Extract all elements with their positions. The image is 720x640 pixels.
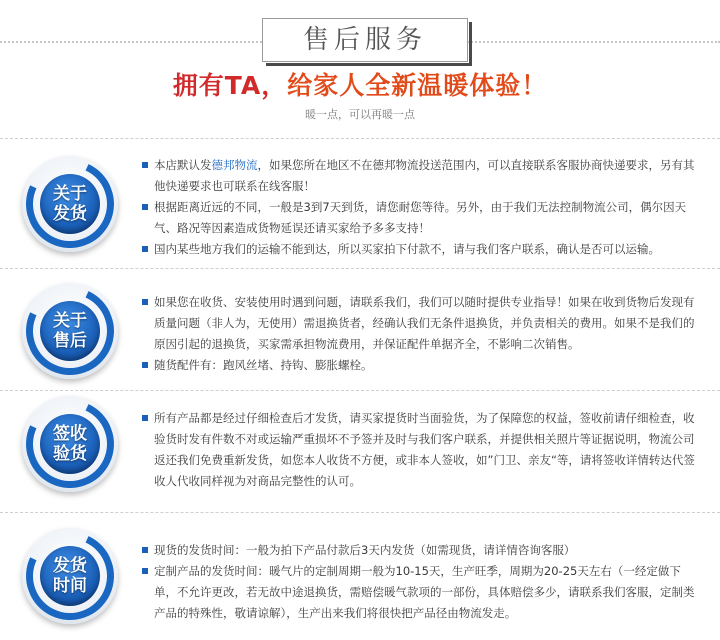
header-title-box — [262, 18, 468, 66]
badge-line2: 售后 — [53, 331, 87, 351]
list-item: 随货配件有：跑风丝堵、持钩、膨胀螺栓。 — [142, 355, 698, 376]
list-item: 根据距离近远的不同，一般是3到7天到货，请您耐您等待。另外，由于我们无法控制物流公司，偶尔因天气、路况等因素造成货物延误还请买家给予多多支持！ — [142, 197, 698, 239]
badge-delivery-time — [22, 528, 118, 624]
bullet-icon — [142, 362, 148, 368]
section-inspection-items — [142, 408, 698, 492]
badge-line1: 关于 — [53, 311, 87, 331]
badge-after-sales — [22, 283, 118, 379]
slogan-part1: 拥有TA， — [172, 71, 288, 100]
page-title: 售后服务 — [302, 25, 427, 55]
badge-line2: 发货 — [53, 204, 87, 224]
bullet-icon — [142, 547, 148, 553]
bullet-icon — [142, 204, 148, 210]
badge-shipping — [22, 156, 118, 252]
list-item: 本店默认发德邦物流，如果您所在地区不在德邦物流投送范围内，可以直接联系客服协商快递要求，另有其他快递要求也可联系在线客服！ — [142, 155, 698, 197]
slogan — [0, 66, 720, 102]
section-divider — [0, 268, 720, 269]
header-divider-left — [0, 41, 262, 43]
section-shipping-items — [142, 155, 698, 260]
list-item: 所有产品都是经过仔细检查后才发货，请买家提货时当面验货，为了保障您的权益，签收前请仔细检查，收验货时发有件数不对或运输严重损坏不予签并及时与我们客户联系，并提供相关照片等证据说明，物流公司返还我们免费重新发货，如您本人收货不方便，或非本人签收，如”门卫、亲友“等，请将签收详情转达代签收人代收同样视为对商品完整性的认可。 — [142, 408, 698, 492]
list-item: 国内某些地方我们的运输不能到达，所以买家拍下付款不，请与我们客户联系，确认是否可以运输。 — [142, 239, 698, 260]
slogan-part2: 给家人全新温暖体验！ — [287, 71, 548, 100]
list-item: 定制产品的发货时间：暖气片的定制周期一般为10-15天，生产旺季，周期为20-25天左右（一经定做下单，不允许更改，若无故中途退换货，需赔偿暖气款项的一部份，具体赔偿多少，请联系我们客服，定制类产品的特殊性，敬请谅解），生产出来我们将很快把产品径由物流发走。 — [142, 561, 698, 624]
header-divider-right — [468, 41, 720, 43]
badge-line1: 关于 — [53, 184, 87, 204]
badge-inspection — [22, 396, 118, 492]
badge-line2: 时间 — [53, 576, 87, 596]
subslogan: 暖一点，可以再暖一点 — [305, 108, 415, 121]
section-divider — [0, 138, 720, 139]
bullet-icon — [142, 162, 148, 168]
bullet-icon — [142, 246, 148, 252]
bullet-icon — [142, 299, 148, 305]
list-item: 现货的发货时间：一般为拍下产品付款后3天内发货（如需现货，请详情咨询客服） — [142, 540, 698, 561]
section-divider — [0, 390, 720, 391]
section-divider — [0, 512, 720, 513]
badge-line1: 签收 — [53, 424, 87, 444]
section-delivery-time-items — [142, 540, 698, 624]
bullet-icon — [142, 415, 148, 421]
section-after-sales-items — [142, 292, 698, 376]
badge-line1: 发货 — [53, 556, 87, 576]
courier-name: 德邦物流 — [211, 158, 258, 172]
bullet-icon — [142, 568, 148, 574]
badge-line2: 验货 — [53, 444, 87, 464]
list-item: 如果您在收货、安装使用时遇到问题，请联系我们，我们可以随时提供专业指导！如果在收到货物后发现有质量问题（非人为，无使用）需退换货者，经确认我们无条件退换货，并负责相关的费用。如果不是我们的原因引起的退换货，买家需承担物流费用，并保证配件单据齐全，不影响二次销售。 — [142, 292, 698, 355]
